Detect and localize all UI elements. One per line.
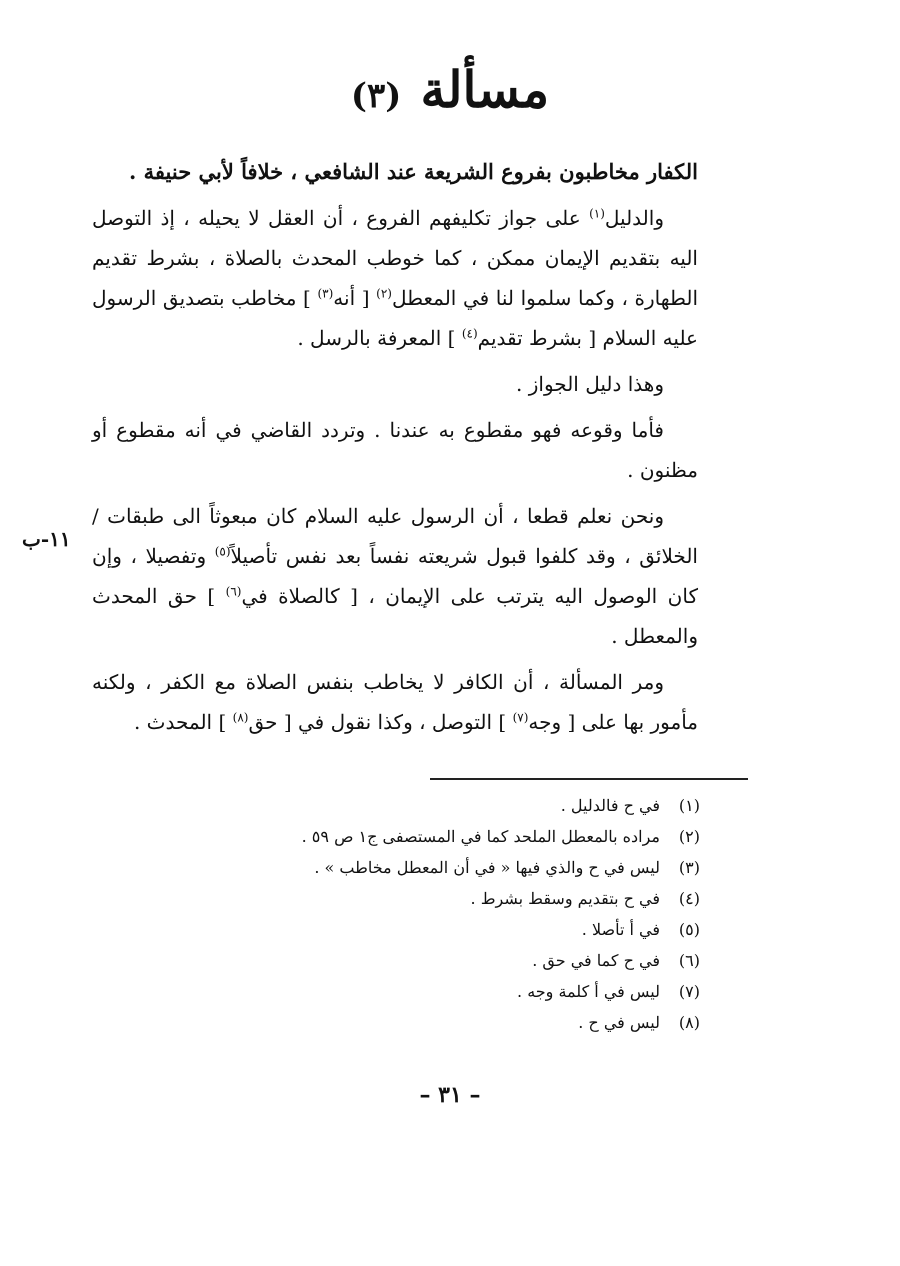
footnote-text: في ح فالدليل . [560,796,660,815]
footnote-divider [430,778,748,780]
text-run: ومر المسألة ، أن الكافر لا يخاطب بنفس الصلاة مع الكفر ، ولكنه مأمور بها على [ وجه [92,670,698,734]
paragraph-occurrence: فأما وقوعه فهو مقطوع به عندنا . وتردد القاضي في أنه مقطوع أو مظنون . [92,418,698,482]
text-run: ] مخاطب بتصديق الرسول عليه السلام [ بشرط تقديم [92,286,698,350]
footnote-ref: (٥) [214,544,231,559]
footnote-number: (٥) [678,920,700,939]
footnote-number: (٧) [678,982,700,1001]
main-text [92,152,698,748]
paragraph-crux [92,662,698,742]
footnote-ref: (٤) [461,326,478,341]
paragraph-permissibility: وهذا دليل الجواز . [516,372,664,396]
footnotes [200,790,700,1038]
footnote-text: في أ تأصلا . [581,920,660,939]
footnote-item [200,821,700,852]
text-run: ] التوصل ، وكذا نقول في [ حق [248,710,513,734]
text-run: والدليل [604,206,664,230]
footnote-ref: (٣) [317,286,334,301]
text-run: [ أنه [333,286,377,310]
text-run: ] المحدث . [133,710,233,734]
footnote-text: مراده بالمعطل الملحد كما في المستصفى ج١ ص ٥٩ . [301,827,660,846]
paragraph-knowledge [92,496,698,656]
footnote-item [200,790,700,821]
footnote-text: ليس في ح والذي فيها « في أن المعطل مخاطب » . [314,858,660,877]
footnote-item [200,976,700,1007]
text-run: ] المعرفة بالرسل . [297,326,462,350]
text-run: على جواز تكليفهم الفروع ، أن العقل لا يحيله ، إذ التوصل اليه بتقديم الإيمان ممكن ، كما خوطب المحدث بالصلاة ، بشرط تقديم الطهارة ، وكما سلموا لنا في المعطل [92,206,698,310]
footnote-text: في ح كما في حق . [532,951,660,970]
thesis-statement: الكفار مخاطبون بفروع الشريعة عند الشافعي ، خلافاً لأبي حنيفة . [129,159,698,184]
footnote-item [200,883,700,914]
footnote-number: (١) [678,796,700,815]
text-run: ] حق المحدث والمعطل . [92,584,698,648]
footnote-item [200,1007,700,1038]
footnote-item [200,945,700,976]
footnote-number: (٢) [678,827,700,846]
footnote-item [200,914,700,945]
manuscript-folio-marker: ١١-ب [22,527,71,551]
footnote-number: (٤) [678,889,700,908]
footnote-text: في ح بتقديم وسقط بشرط . [470,889,660,908]
footnote-text: ليس في أ كلمة وجه . [517,982,660,1001]
footnote-item [200,852,700,883]
chapter-heading [0,60,900,119]
footnote-number: (٦) [678,951,700,970]
footnote-ref: (٦) [225,584,242,599]
footnote-text: ليس في ح . [578,1013,660,1032]
text-run: ونحن نعلم قطعا ، أن الرسول عليه السلام كان مبعوثاً الى طبقات / الخلائق ، وقد كلفوا قبول شريعته نفساً بعد نفس تأصيلاً [92,504,698,568]
footnote-number: (٣) [678,858,700,877]
footnote-ref: (٧) [512,710,529,725]
page-number: – ٣١ – [419,1082,481,1108]
heading-number: (٣) [350,76,402,116]
text-run: وتفصيلا ، وإن كان الوصول اليه يترتب على الإيمان ، [ كالصلاة في [92,544,698,608]
footnote-number: (٨) [678,1013,700,1032]
footnote-ref: (٢) [376,286,392,301]
footnote-ref: (٨) [232,710,249,725]
footnote-ref: (١) [589,206,605,221]
paragraph-proof [92,198,698,358]
heading-word: مسألة [420,60,550,119]
